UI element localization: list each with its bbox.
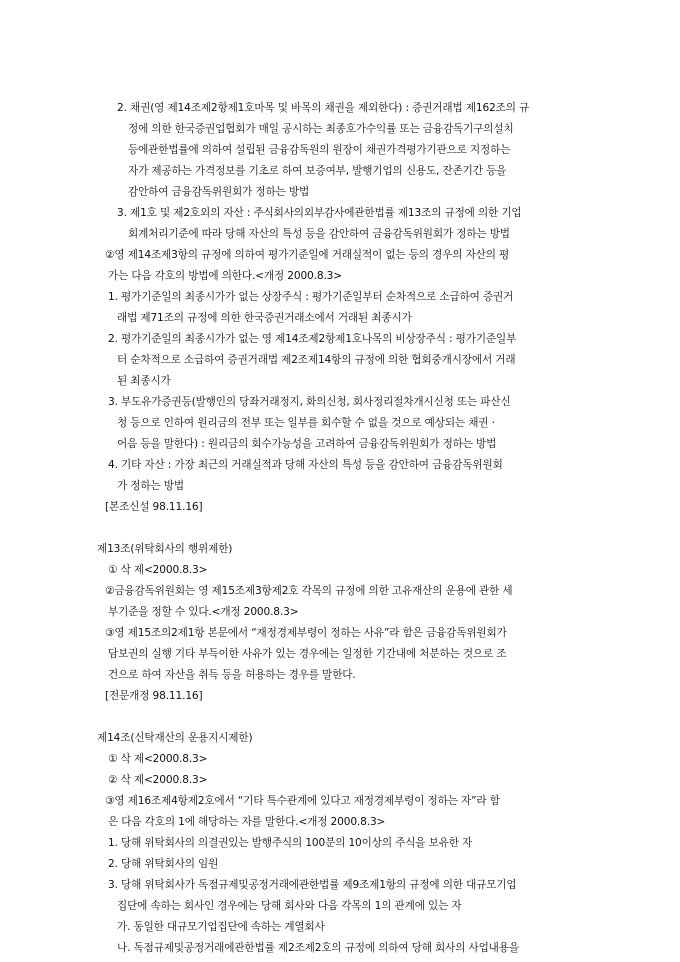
text-line: 가. 동일한 대규모기업집단에 속하는 계열회사 xyxy=(117,921,325,933)
text-line: ① 삭 제<2000.8.3> xyxy=(108,753,208,765)
text-line: 1. 평가기준일의 최종시가가 없는 상장주식 : 평가기준일부터 순차적으로 소급하여 증권거 xyxy=(108,291,514,303)
text-line: ③영 제15조의2제1항 본문에서 “재정경제부령이 정하는 사유”라 함은 금융감독위원회가 xyxy=(105,627,507,639)
text-line: ②영 제14조제3항의 규정에 의하여 평가기준일에 거래실적이 없는 등의 경우의 자산의 평 xyxy=(105,249,510,261)
text-line: 청 등으로 인하여 원리금의 전부 또는 일부를 회수할 수 없을 것으로 예상되는 채권 · xyxy=(117,417,495,429)
text-line: 1. 당해 위탁회사의 의결권있는 발행주식의 100분의 10이상의 주식을 보유한 자 xyxy=(108,837,473,849)
text-line: 집단에 속하는 회사인 경우에는 당해 회사와 다음 각목의 1의 관계에 있는 자 xyxy=(117,900,462,912)
text-line: 담보권의 실행 기타 부득이한 사유가 있는 경우에는 일정한 기간내에 처분하는 것으로 조 xyxy=(108,648,507,660)
text-line: 정에 의한 한국증권업협회가 매일 공시하는 최종호가수익률 또는 금융감독기구의설치 xyxy=(128,123,514,135)
text-line: 등에관한법률에 의하여 설립된 금융감독원의 원장이 채권가격평가기관으로 지정하는 xyxy=(128,144,511,156)
text-line: 회계처리기준에 따라 당해 자산의 특성 등을 감안하여 금융감독위원회가 정하는 방법 xyxy=(128,228,510,240)
text-line: 자가 제공하는 가격정보를 기초로 하여 보증여부, 발행기업의 신용도, 잔존기간 등을 xyxy=(128,165,507,177)
article-heading: 제13조(위탁회사의 행위제한) xyxy=(97,543,233,555)
text-line: ②금융감독위원회는 영 제15조제3항제2호 각목의 규정에 의한 고유재산의 운용에 관한 세 xyxy=(105,585,513,597)
text-line: 2. 채권(영 제14조제2항제1호마목 및 바목의 채권을 제외한다) : 증권거래법 제162조의 규 xyxy=(117,102,530,114)
text-line: 가는 다음 각호의 방법에 의한다.<개정 2000.8.3> xyxy=(108,270,342,282)
text-line: 건으로 하여 자산을 취득 등을 허용하는 경우를 말한다. xyxy=(108,669,356,681)
text-line: 터 순차적으로 소급하여 증권거래법 제2조제14항의 규정에 의한 협회중개시장에서 거래 xyxy=(117,354,516,366)
text-line: 3. 당해 위탁회사가 독점규제및공정거래에관한법률 제9조제1항의 규정에 의한 대규모기업 xyxy=(108,879,517,891)
text-line: 된 최종시가 xyxy=(117,375,171,387)
text-line: ① 삭 제<2000.8.3> xyxy=(108,564,208,576)
text-line: 2. 평가기준일의 최종시가가 없는 영 제14조제2항제1호나목의 비상장주식 : 평가기준일부 xyxy=(108,333,517,345)
text-line: ② 삭 제<2000.8.3> xyxy=(108,774,208,786)
text-line: 부기준을 정할 수 있다.<개정 2000.8.3> xyxy=(108,606,299,618)
text-line: 은 다음 각호의 1에 해당하는 자를 말한다.<개정 2000.8.3> xyxy=(108,816,386,828)
text-line: 가 정하는 방법 xyxy=(117,480,184,492)
article-heading: 제14조(신탁재산의 운용지시제한) xyxy=(97,732,253,744)
text-line: [본조신설 98.11.16] xyxy=(105,501,203,513)
text-line: ③영 제16조제4항제2호에서 “기타 특수관계에 있다고 재정경제부령이 정하는 자”라 함 xyxy=(105,795,500,807)
text-line: 래법 제71조의 규정에 의한 한국증권거래소에서 거래된 최종시가 xyxy=(117,312,412,324)
text-line: 어음 등을 말한다) : 원리금의 회수가능성을 고려하여 금융감독위원회가 정하는 방법 xyxy=(117,438,497,450)
text-line: 3. 제1호 및 제2호외의 자산 : 주식회사의외부감사에관한법률 제13조의 규정에 의한 기업 xyxy=(117,207,522,219)
text-line: 2. 당해 위탁회사의 임원 xyxy=(108,858,219,870)
text-line: 나. 독점규제및공정거래에관한법률 제2조제2호의 규정에 의하여 당해 회사의 사업내용을 xyxy=(117,942,519,954)
text-line: 3. 부도유가증권등(발행인의 당좌거래정지, 화의신청, 회사정리절차개시신청 또는 파산신 xyxy=(108,396,511,408)
text-line: 4. 기타 자산 : 가장 최근의 거래실적과 당해 자산의 특성 등을 감안하여 금융감독위원회 xyxy=(108,459,503,471)
text-line: 감안하여 금융감독위원회가 정하는 방법 xyxy=(128,186,310,198)
text-line: [전문개정 98.11.16] xyxy=(105,690,203,702)
